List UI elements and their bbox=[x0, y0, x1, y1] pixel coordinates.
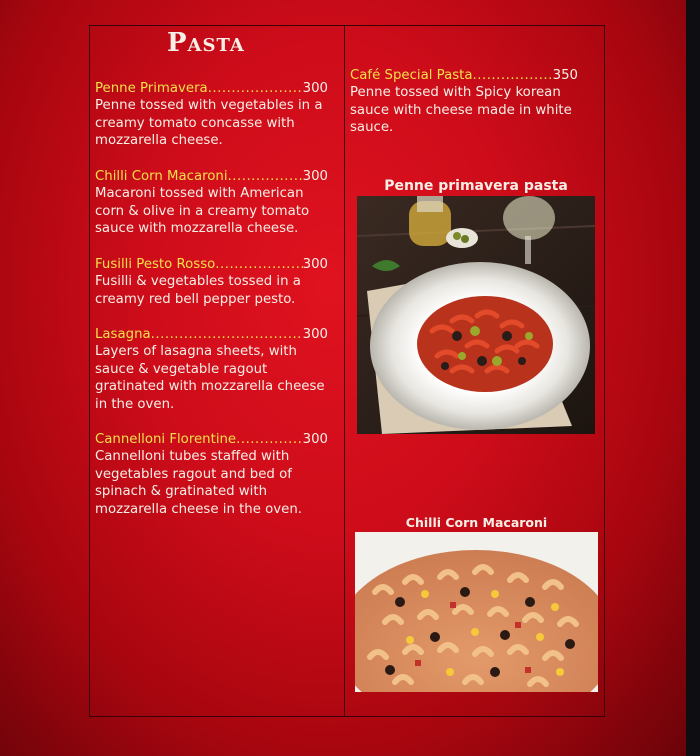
item-name: Penne Primavera bbox=[95, 81, 208, 96]
item-price: 300 bbox=[302, 169, 328, 184]
leader-dots bbox=[215, 256, 302, 273]
leader-dots bbox=[236, 431, 302, 448]
leader-dots bbox=[228, 168, 303, 185]
leader-dots bbox=[151, 326, 303, 343]
leader-dots bbox=[473, 67, 553, 84]
item-price: 300 bbox=[302, 81, 328, 96]
page-title: Pasta bbox=[167, 28, 245, 58]
photo-caption-macaroni: Chilli Corn Macaroni bbox=[405, 515, 548, 530]
menu-item-fusilli-pesto-rosso bbox=[95, 256, 328, 308]
item-name: Cannelloni Florentine bbox=[95, 432, 237, 447]
item-name: Chilli Corn Macaroni bbox=[95, 169, 228, 184]
photo-caption-penne: Penne primavera pasta bbox=[384, 178, 568, 194]
item-name: Café Special Pasta bbox=[350, 68, 473, 83]
item-description: Macaroni tossed with American corn & olive in a creamy tomato sauce with mozzarella cheese. bbox=[95, 186, 310, 236]
menu-item-cafe-special-pasta bbox=[350, 67, 578, 137]
item-price: 300 bbox=[302, 432, 328, 447]
leader-dots bbox=[208, 80, 303, 97]
item-price: 350 bbox=[552, 68, 578, 83]
menu-item-cannelloni-florentine bbox=[95, 431, 328, 518]
menu-item-chilli-corn-macaroni bbox=[95, 168, 328, 238]
item-description: Penne tossed with vegetables in a creamy tomato concasse with mozzarella cheese. bbox=[95, 98, 323, 148]
chilli-corn-macaroni-photo bbox=[355, 532, 598, 692]
item-description: Fusilli & vegetables tossed in a creamy red bell pepper pesto. bbox=[95, 274, 301, 307]
item-description: Layers of lasagna sheets, with sauce & vegetable ragout gratinated with mozzarella cheese in the oven. bbox=[95, 344, 325, 412]
item-description: Penne tossed with Spicy korean sauce with cheese made in white sauce. bbox=[350, 85, 572, 135]
menu-item-lasagna bbox=[95, 326, 328, 413]
item-name: Lasagna bbox=[95, 327, 151, 342]
penne-primavera-photo bbox=[357, 196, 595, 434]
menu-item-penne-primavera bbox=[95, 80, 328, 150]
item-price: 300 bbox=[302, 257, 328, 272]
item-name: Fusilli Pesto Rosso bbox=[95, 257, 216, 272]
item-description: Cannelloni tubes staffed with vegetables ragout and bed of spinach & gratinated with mozzarella cheese in the oven. bbox=[95, 449, 302, 517]
item-price: 300 bbox=[302, 327, 328, 342]
column-divider bbox=[344, 25, 345, 717]
